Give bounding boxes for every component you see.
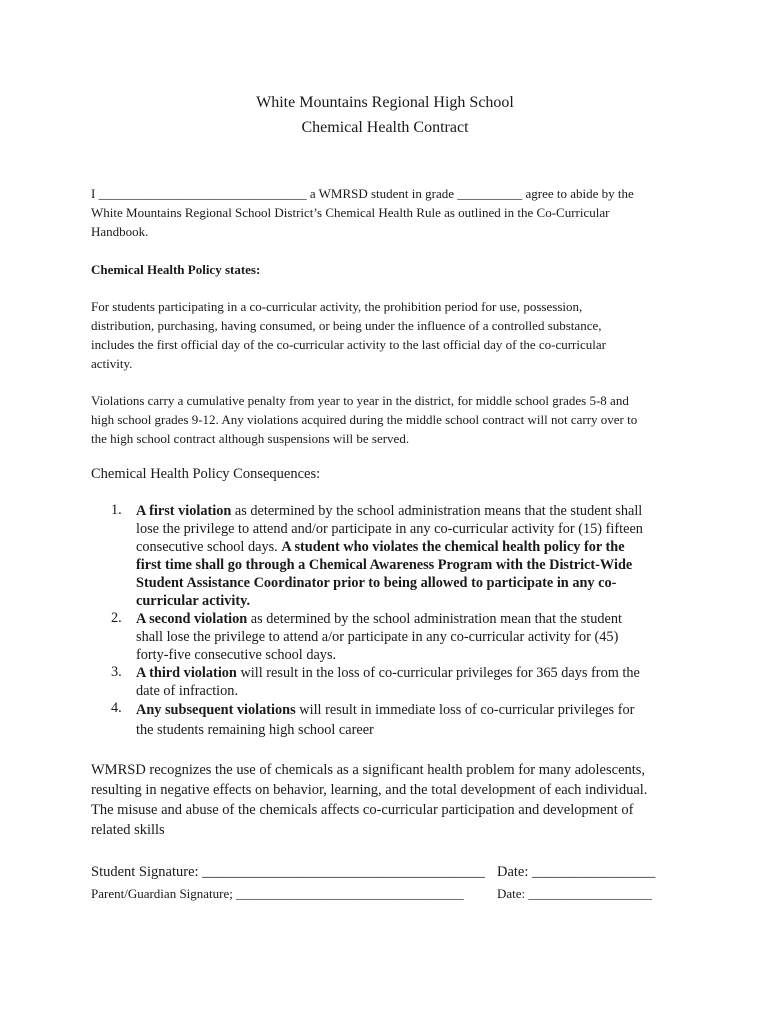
student-date-field[interactable]: Date: _________________ xyxy=(497,864,656,880)
item-text: shall lose the privilege to attend a/or participate in any co-curricular activity for (45) xyxy=(136,629,619,645)
item-text: will result in the loss of co-curricular privileges for 365 days from the xyxy=(236,665,640,681)
item-text: the students remaining high school career xyxy=(136,722,374,738)
list-item xyxy=(136,502,676,610)
parent-date-field[interactable]: Date: ___________________ xyxy=(497,886,652,901)
list-item xyxy=(136,664,676,700)
title-contract: Chemical Health Contract xyxy=(301,119,469,136)
list-number: 2. xyxy=(111,610,122,626)
item-text: lose the privilege to attend and/or participate in any co-curricular activity for (15) fifteen xyxy=(136,521,643,537)
policy-heading: Chemical Health Policy states: xyxy=(91,262,261,277)
item-text: consecutive school days. xyxy=(136,539,282,555)
closing-line: The misuse and abuse of the chemicals affects co-curricular participation and development of xyxy=(91,802,634,818)
agreement-line-2: White Mountains Regional School District’s Chemical Health Rule as outlined in the Co-Curricular xyxy=(91,205,610,220)
violation-label: A first violation xyxy=(136,503,232,519)
item-bold-text: curricular activity. xyxy=(136,593,251,609)
violation-label: A second violation xyxy=(136,611,248,627)
policy-para2-line: high school grades 9-12. Any violations acquired during the middle school contract will not carry over to xyxy=(91,412,638,427)
policy-para1-line: activity. xyxy=(91,356,133,371)
item-text: will result in immediate loss of co-curricular privileges for xyxy=(295,702,635,718)
item-text: date of infraction. xyxy=(136,683,239,699)
policy-para1-line: For students participating in a co-curricular activity, the prohibition period for use, possession, xyxy=(91,299,583,314)
list-number: 3. xyxy=(111,664,122,680)
item-text: as determined by the school administration means that the student shall xyxy=(231,503,643,519)
parent-signature-field[interactable]: Parent/Guardian Signature; ___________________________________ xyxy=(91,886,464,901)
title-school: White Mountains Regional High School xyxy=(256,94,514,111)
closing-line: WMRSD recognizes the use of chemicals as a significant health problem for many adolescents, xyxy=(91,762,646,778)
list-item xyxy=(136,610,676,664)
violation-label: Any subsequent violations xyxy=(136,702,296,718)
closing-line: related skills xyxy=(91,822,165,838)
consequences-heading: Chemical Health Policy Consequences: xyxy=(91,466,321,482)
list-number: 1. xyxy=(111,502,122,518)
policy-para2-line: the high school contract although suspensions will be served. xyxy=(91,431,410,446)
item-bold-text: first time shall go through a Chemical Awareness Program with the District-Wide xyxy=(136,557,633,573)
violation-label: A third violation xyxy=(136,665,237,681)
list-item xyxy=(136,700,676,740)
agreement-line-3: Handbook. xyxy=(91,224,149,239)
agreement-line-1: I ________________________________ a WMRSD student in grade __________ agree to abide by the xyxy=(91,186,634,201)
policy-para2-line: Violations carry a cumulative penalty from year to year in the district, for middle school grades 5-8 and xyxy=(91,393,629,408)
policy-para1-line: distribution, purchasing, having consumed, or being under the influence of a controlled substance, xyxy=(91,318,602,333)
closing-line: resulting in negative effects on behavior, learning, and the total development of each individual. xyxy=(91,782,648,798)
student-signature-field[interactable]: Student Signature: _______________________________________ xyxy=(91,864,485,880)
item-bold-text: A student who violates the chemical health policy for the xyxy=(281,539,625,555)
item-text: as determined by the school administration mean that the student xyxy=(247,611,623,627)
item-bold-text: Student Assistance Coordinator prior to being allowed to participate in any co- xyxy=(136,575,617,591)
list-number: 4. xyxy=(111,700,122,716)
item-text: forty-five consecutive school days. xyxy=(136,647,337,663)
policy-para1-line: includes the first official day of the co-curricular activity to the last official day of the co-curricular xyxy=(91,337,606,352)
